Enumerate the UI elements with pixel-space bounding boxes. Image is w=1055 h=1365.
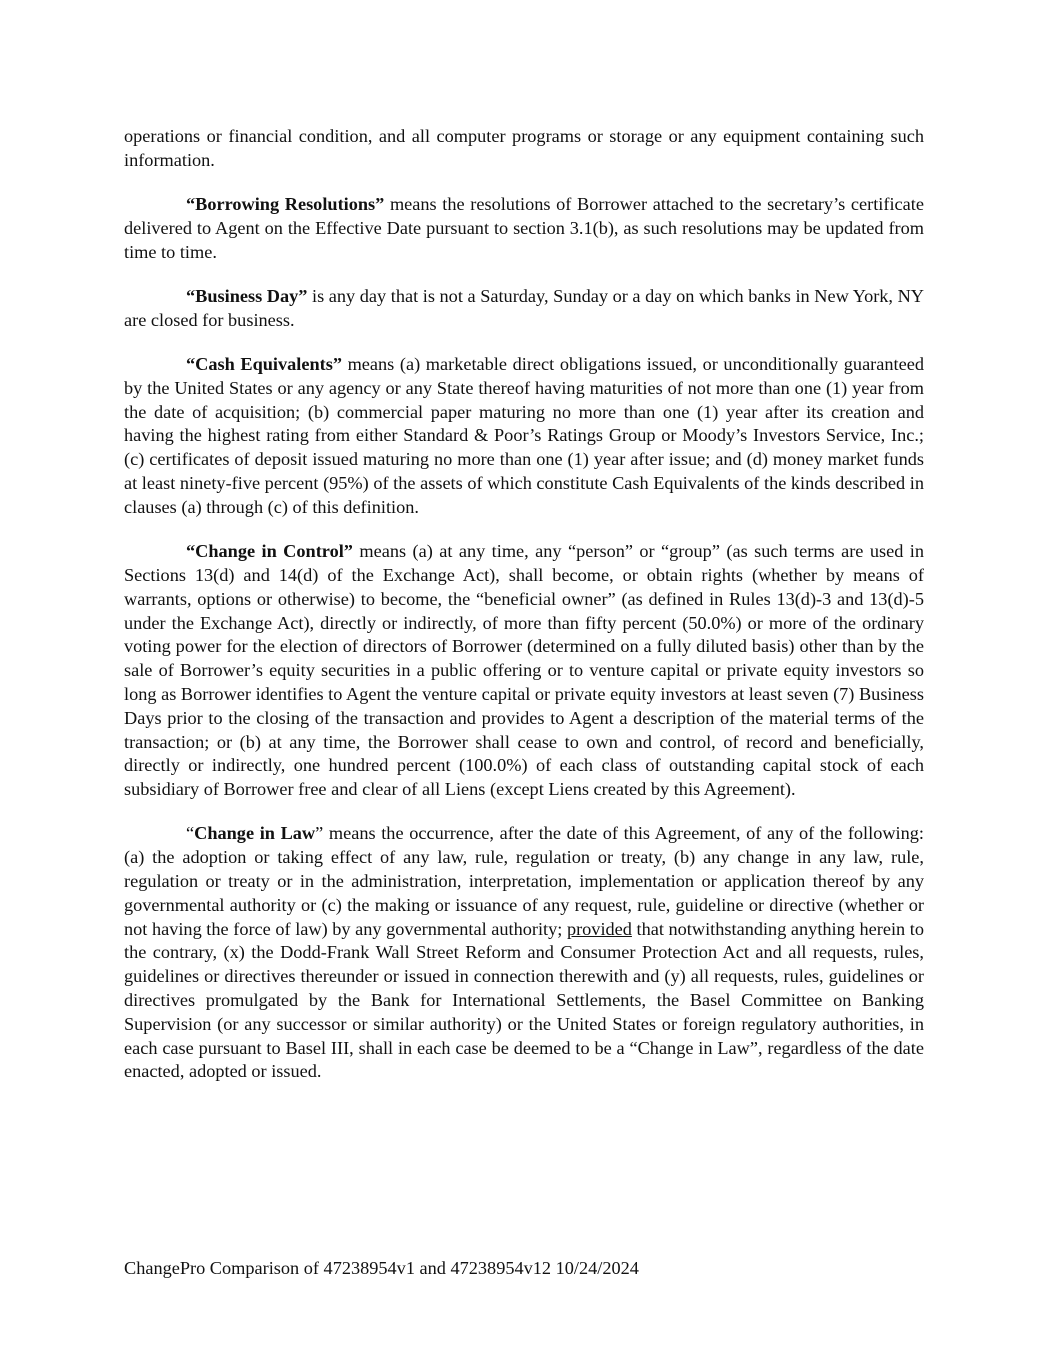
defined-term: “Borrowing Resolutions” — [186, 194, 385, 215]
defined-term: “Cash Equivalents” — [186, 354, 342, 375]
definition-body: is any day that is not a Saturday, Sunday or a day on which banks in New York, NY are closed for business. — [124, 285, 924, 330]
definition-cash-equivalents — [124, 353, 924, 520]
defined-term: “Change in Control” — [186, 541, 353, 562]
close-quote: ” — [315, 823, 324, 844]
page-footer: ChangePro Comparison of 47238954v1 and 47238954v12 10/24/2024 — [124, 1258, 639, 1278]
definition-business-day — [124, 285, 924, 333]
provided-underlined: provided — [566, 918, 632, 939]
definition-body: means (a) marketable direct obligations issued, or unconditionally guaranteed by the United States or any agency or any State thereof having maturities of not more than one (1) year from the date of acquisition; (b) commercial paper maturing no more than one (1) year after its creation and having the highest rating from either Standard & Poor’s Ratings Group or Moody’s Investors Service, Inc.; (c) certificates of deposit issued maturing no more than one (1) year after issue; and (d) money market funds at least ninety-five percent (95%) of the assets of which constitute Cash Equivalents of the kinds described in clauses (a) through (c) of this definition. — [124, 354, 924, 517]
open-quote: “ — [186, 823, 195, 844]
continuation-paragraph: operations or financial condition, and all computer programs or storage or any equipment containing such information. — [124, 126, 924, 170]
definition-borrowing-resolutions — [124, 193, 924, 264]
definition-body-continued: that notwithstanding anything herein to the contrary, (x) the Dodd-Frank Wall Street Reform and Consumer Protection Act and all requests, rules, guidelines or directives thereunder or issued in connection therewith and (y) all requests, rules, guidelines or directives promulgated by the Bank for International Settlements, the Basel Committee on Banking Supervision (or any successor or similar authority) or the United States or foreign regulatory authorities, in each case pursuant to Basel III, shall in each case be deemed to be a “Change in Law”, regardless of the date enacted, adopted or issued. — [124, 918, 924, 1082]
definition-change-in-law — [124, 822, 924, 1084]
definition-change-in-control — [124, 540, 924, 802]
definition-body: means the resolutions of Borrower attached to the secretary’s certificate delivered to Agent on the Effective Date pursuant to section 3.1(b), as such resolutions may be updated from time to time. — [124, 194, 924, 262]
defined-term: Change in Law — [194, 823, 316, 844]
definition-body: means the occurrence, after the date of this Agreement, of any of the following: (a) the adoption or taking effect of any law, rule, regulation or treaty, (b) any change in any law, rule, regulation or treaty or in the administration, interpretation, implementation or application thereof by any governmental authority or (c) the making or issuance of any request, rule, guideline or directive (whether or not having the force of law) by any governmental authority; — [124, 823, 925, 939]
definition-body: means (a) at any time, any “person” or “group” (as such terms are used in Sections 13(d) and 14(d) of the Exchange Act), shall become, or obtain rights (whether by means of warrants, options or otherwise) to become, the “beneficial owner” (as defined in Rules 13(d)-3 and 13(d)-5 under the Exchange Act), directly or indirectly, of more than fifty percent (50.0%) or more of the ordinary voting power for the election of directors of Borrower (determined on a fully diluted basis) other than by the sale of Borrower’s equity securities in a public offering or to venture capital or private equity investors so long as Borrower identifies to Agent the venture capital or private equity investors at least seven (7) Business Days prior to the closing of the transaction and provides to Agent a description of the material terms of the transaction; or (b) at any time, the Borrower shall cease to own and control, of record and beneficially, directly or indirectly, one hundred percent (100.0%) of each class of outstanding capital stock of each subsidiary of Borrower free and clear of all Liens (except Liens created by this Agreement). — [124, 541, 925, 800]
defined-term: “Business Day” — [186, 285, 308, 306]
document-page — [124, 125, 924, 1105]
